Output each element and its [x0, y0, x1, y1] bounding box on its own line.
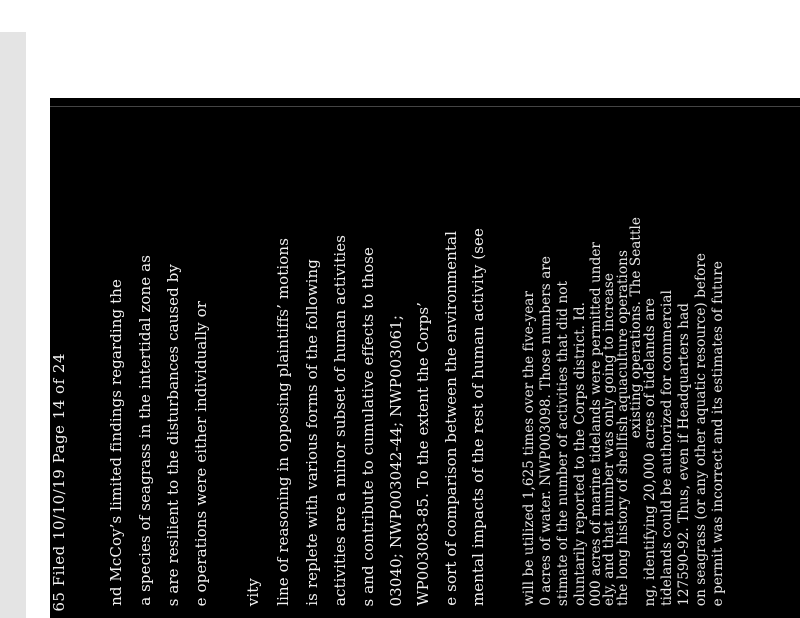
paragraph-2-line: is replete with various forms of the following: [303, 259, 321, 606]
paragraph-1-line: nd McCoy’s limited findings regarding the: [107, 279, 125, 606]
paragraph-1-line: a species of seagrass in the intertidal zone as: [136, 255, 154, 606]
paragraph-3-overlay-line: ely, and that number was only going to increase: [601, 273, 617, 606]
scanned-document-page: [50, 98, 800, 618]
page-top-edge: [50, 98, 800, 106]
paragraph-3-line: on seagrass (or any other aquatic resource) before: [693, 252, 709, 606]
document-header: 65 Filed 10/10/19 Page 14 of 24: [50, 353, 68, 612]
paragraph-2-line: mental impacts of the rest of human activity (see: [469, 227, 487, 606]
paragraph-3-line: stimate of the number of activities that did not: [555, 280, 571, 606]
page-edge-line: [50, 106, 800, 107]
paragraph-3-line: ng, identifying 20,000 acres of tidelands are: [642, 297, 658, 606]
paragraph-2-line: s and contribute to cumulative effects to those: [359, 246, 377, 606]
viewer-scrollbar[interactable]: [0, 32, 27, 618]
paragraph-2-line: WP003083-85. To the extent the Corps’: [414, 302, 432, 606]
paragraph-3-line: 127590-92. Thus, even if Headquarters had: [676, 303, 692, 606]
paragraph-3-line: oluntarily reported to the Corps district. Id.: [572, 302, 588, 606]
paragraph-3-line: the long history of shellfish aquaculture operations: [615, 249, 631, 606]
paragraph-2-line: 03040; NWP003042-44; NWP003061;: [387, 314, 405, 606]
paragraph-1-line: s are resilient to the disturbances caused by: [164, 263, 182, 606]
paragraph-3-line: will be utilized 1,625 times over the five-year: [521, 291, 537, 606]
paragraph-1-line: e operations were either individually or: [192, 300, 210, 606]
section-heading-fragment: vity: [244, 577, 262, 606]
paragraph-2-line: activities are a minor subset of human activities: [331, 234, 349, 606]
paragraph-2-line: e sort of comparison between the environmental: [442, 231, 460, 606]
paragraph-2-line: line of reasoning in opposing plaintiffs’ motions: [274, 238, 292, 606]
paragraph-3-line: 000 acres of marine tidelands were permitted under: [588, 241, 604, 606]
paragraph-3-line: tidelands could be authorized for commercial: [659, 290, 675, 606]
page-margin: [26, 32, 50, 618]
paragraph-3-line: 0 acres of water. NWP003098. Those numbers are: [538, 256, 554, 606]
paragraph-3-overlay-line: existing operations. The Seattle: [628, 216, 644, 438]
paragraph-3-line: e permit was incorrect and its estimates of future: [710, 260, 726, 606]
